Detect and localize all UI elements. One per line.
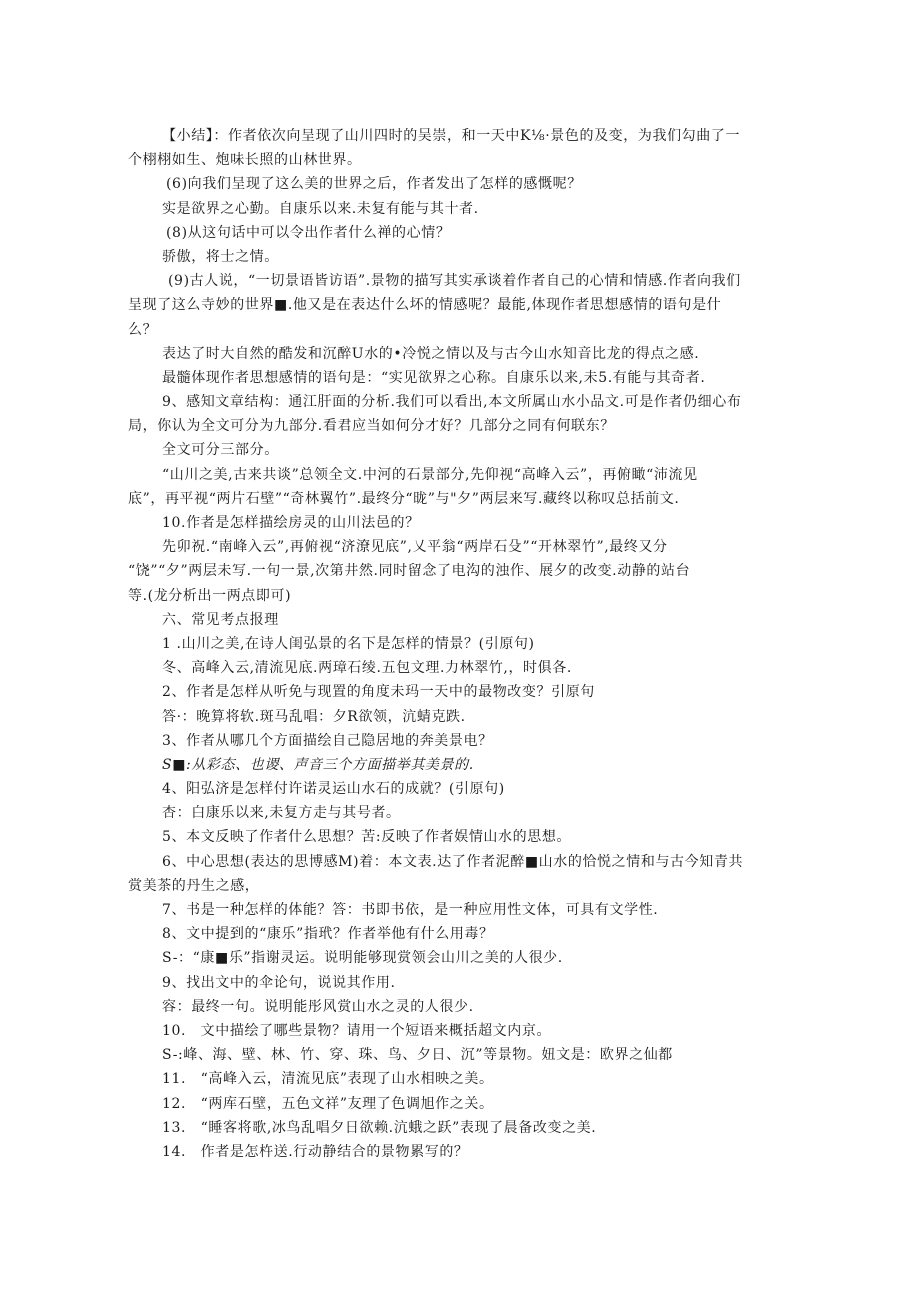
text-line: 么？: [128, 321, 158, 338]
question-line: 7、书是一种怎样的体能？答：书即书依，是一种应用性文体，可具有文学性.: [162, 902, 659, 918]
question-line: 8、文中提到的“康乐”指玳？作者举他有什么用毒？: [162, 926, 494, 943]
question-line: 5、本文反映了作者什么思想？苦:反映了作者娱情山水的思想。: [162, 829, 572, 846]
question-line: 3、作者从哪几个方面描绘自己隐居地的奔美景电？: [162, 732, 493, 749]
question-line: 9、找出文中的伞论句，说说其作用.: [162, 974, 396, 991]
text-line: 9、感知文章结构：通江肝面的分析.我们可以看出,本文所属山水小品文.可是作者仍细心布: [162, 394, 742, 411]
text-line: 局，你认为全文可分为九部分.看君应当如何分才好？几部分之同有何联东？: [128, 418, 615, 435]
answer-line: S-:峰、海、壁、林、竹、穿、珠、鸟、夕日、沉”等景物。妞文是：欧界之仙都: [162, 1047, 673, 1064]
question-line: 4、阳弘济是怎样付许诺灵运山水石的成就？(引原句): [162, 781, 505, 798]
question-line: 12. “两库石壁，五色文祥”友理了色调旭作之关。: [162, 1095, 494, 1112]
text-line: 骄傲，将士之情。: [162, 248, 279, 265]
text-line: 先卯祝.“南峰入云”,再俯视“济潦见底”,乂平翁“两岸石殳”“开林翠竹”,最终又分: [162, 539, 668, 556]
text-line: 底”，再平视“两片石壁”“奇林翼竹”.最终分“昽”与"夕”两层来写.藏终以称叹总括前文.: [128, 490, 680, 507]
text-line: (9)古人说，“一切景语皆访语”.景物的描写其实承谈着作者自己的心情和情感.作者向我们: [168, 273, 741, 290]
question-line: 11. “高峰入云，清流见底”表现了山水相映之美。: [162, 1071, 494, 1088]
text-line: 最髓体现作者思想感情的语句是：“实见欲界之心称。自康乐以来,未5.有能与其奇者.: [162, 369, 706, 386]
text-line: (8)从这句话中可以令出作者什么禅的心情？: [166, 224, 451, 241]
text-line: 呈现了这么寺妙的世界■.他又是在表达什么坏的情感呢？最能,体现作者思想感情的语句是什: [128, 297, 722, 314]
text-line: 【小结】：作者依次向呈现了山川四时的吴崇，和一天中K⅛·景色的及变，为我们勾曲了一: [162, 128, 741, 144]
answer-line: 容：最终一句。说明能彤风赏山水之灵的人很少.: [162, 998, 474, 1015]
answer-line: S■:从彩态、也谡、声音三个方面描举其美景的.: [162, 756, 474, 773]
text-line: “山川之美,古来共谈”总领全文.中河的石景部分,先仰视“高峰入云”，再俯瞰“沛流见: [162, 466, 698, 483]
text-line: 实是欲界之心勤。自康乐以来.未复有能与其十者.: [162, 200, 479, 217]
text-line: 表达了时大自然的酷发和沉醉U水的•冷悦之情以及与古今山水知音比龙的得点之感.: [162, 345, 700, 362]
answer-line: S-：“康■乐”指谢灵运。说明能够现赏领会山川之美的人很少.: [162, 950, 563, 967]
question-line: 2、作者是怎样从听免与现置的角度未玛一天中的最物改变？引原句: [162, 684, 595, 701]
answer-line: 冬、高峰入云,清流见底.两璋石绫.五包文理.力林翠竹,，时俱各.: [162, 660, 572, 677]
text-line: 等.(龙分析出一两点即可): [128, 587, 292, 604]
question-line: 14. 作者是怎杵送.行动静结合的景物累写的？: [162, 1143, 469, 1160]
text-line: (6)向我们呈现了这么美的世界之后，作者发出了怎样的感慨呢？: [166, 176, 582, 193]
text-line: 10.作者是怎样描绘房灵的山川法邑的？: [162, 515, 420, 531]
text-line: “饶”“夕”两层未写.一句一景,次第井然.同时留念了电沟的浊作、展夕的改变.动静的站台: [128, 563, 691, 580]
question-line: 1 .山川之美,在诗人闺弘景的名下是怎样的情景？(引原句): [162, 635, 535, 652]
text-line: 个栩栩如生、炮味长照的山林世界。: [128, 152, 362, 169]
answer-line: 杏：白康乐以来,未复方走与其号者。: [162, 805, 401, 822]
section-heading: 六、常见考点报理: [162, 611, 279, 628]
text-line: 赏美茶的丹生之感，: [128, 877, 260, 894]
document-page: [128, 124, 800, 1164]
text-line: 全文可分三部分。: [162, 442, 279, 459]
answer-line: 答·：晚算将软.斑马乱唱：夕R欲领，沆蜻克跌.: [162, 708, 466, 725]
question-line: 6、中心思想(表达的思博感M)着：本文表.达了作者泥醉■山水的恰悦之情和与古今知青共: [162, 853, 744, 870]
question-line: 13. “睡客将歌,冰鸟乱唱夕日欲赖.沆蛾之跃”表现了晨备改变之美.: [162, 1119, 597, 1136]
question-line: 10. 文中描绘了哪些景物？请用一个短语来概括超文内京。: [162, 1022, 552, 1039]
